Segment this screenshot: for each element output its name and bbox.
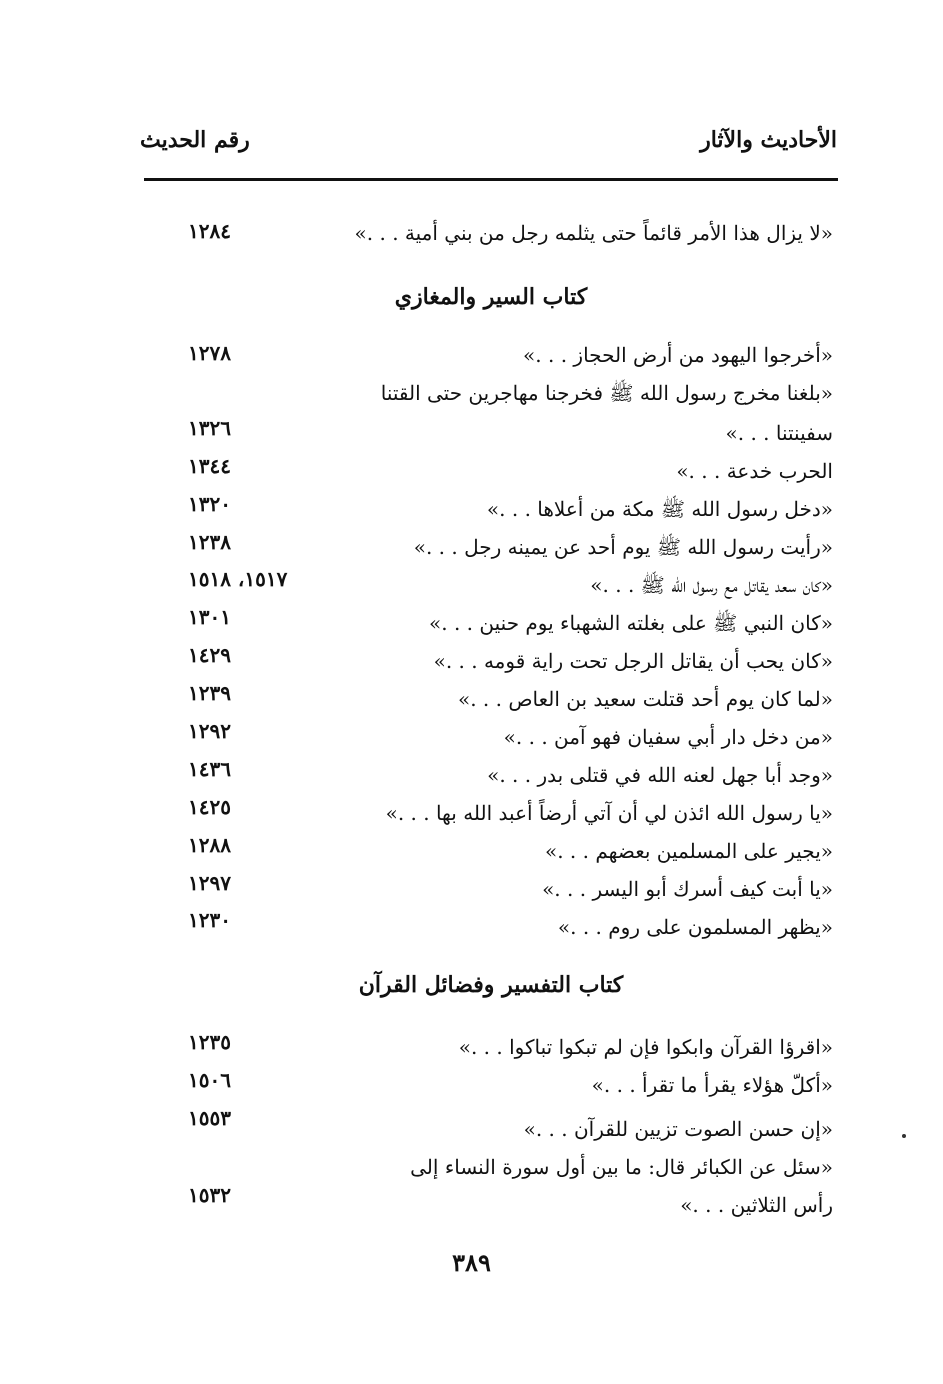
hadith-text: «وجد أبا جهل لعنه الله في قتلى بدر . . .»	[487, 763, 833, 787]
hadith-number: ١٣٢٠	[188, 492, 231, 516]
hadith-number: ١٢٧٨	[188, 341, 231, 365]
hadith-number: ١٢٣٠	[188, 908, 231, 932]
hadith-text: «كان سعد يقاتل مع رسول الله ﷺ . . .»	[590, 573, 833, 597]
section-title-siyar: كتاب السير والمغازي	[394, 284, 588, 310]
hadith-number: ١٢٩٧	[188, 871, 231, 895]
hadith-number: ١٣٢٦	[188, 416, 231, 440]
hadith-text: «إن حسن الصوت تزيين للقرآن . . .»	[523, 1117, 833, 1141]
hadith-text: «رأيت رسول الله ﷺ يوم أحد عن يمينه رجل . . .»	[413, 535, 833, 559]
hadith-number: ١٤٣٦	[188, 757, 231, 781]
hadith-number: ١٥٠٦	[188, 1068, 231, 1092]
hadith-text: «أكلّ هؤلاء يقرأ ما تقرأ . . .»	[591, 1073, 833, 1097]
hadith-text: «أخرجوا اليهود من أرض الحجاز . . .»	[523, 343, 833, 367]
hadith-number: ١٢٨٤	[188, 219, 231, 243]
hadith-number: ١٤٢٩	[188, 643, 231, 667]
hadith-number: ١٢٣٥	[188, 1030, 231, 1054]
hadith-text: الحرب خدعة . . .»	[676, 459, 833, 483]
hadith-number: ١٢٣٩	[188, 681, 231, 705]
hadith-text: سفينتنا . . .»	[725, 421, 833, 445]
hadith-number: ١٤٢٥	[188, 795, 231, 819]
hadith-number: ١٣٤٤	[188, 454, 231, 478]
hadith-number: ١٣٠١	[188, 605, 231, 629]
hadith-number: ١٥١٧، ١٥١٨	[188, 567, 288, 591]
hadith-text: «يظهر المسلمون على روم . . .»	[557, 915, 833, 939]
hadith-text: «دخل رسول الله ﷺ مكة من أعلاها . . .»	[486, 497, 833, 521]
column-heading-hadith: الأحاديث والآثار	[700, 127, 837, 153]
column-heading-number: رقم الحديث	[140, 127, 250, 153]
hadith-number: ١٢٩٢	[188, 719, 231, 743]
hadith-text: «بلغنا مخرج رسول الله ﷺ فخرجنا مهاجرين حتى القتنا	[380, 381, 833, 405]
hadith-number: ١٢٨٨	[188, 833, 231, 857]
hadith-text: «يا رسول الله ائذن لي أن آتي أرضاً أعبد الله بها . . .»	[385, 801, 833, 825]
hadith-text: «لما كان يوم أحد قتلت سعيد بن العاص . . .»	[457, 687, 833, 711]
hadith-number: ١٥٥٣	[188, 1106, 231, 1130]
hadith-text: «من دخل دار أبي سفيان فهو آمن . . .»	[503, 725, 833, 749]
hadith-text: رأس الثلاثين . . .»	[680, 1193, 833, 1217]
hadith-text: «لا يزال هذا الأمر قائماً حتى يثلمه رجل من بني أمية . . .»	[354, 221, 833, 245]
hadith-text: «يا أبت كيف أسرك أبو اليسر . . .»	[542, 877, 833, 901]
hadith-text: «اقرؤا القرآن وابكوا فإن لم تبكوا تباكوا . . .»	[458, 1035, 833, 1059]
header-divider	[144, 178, 838, 181]
hadith-text: «كان يحب أن يقاتل الرجل تحت راية قومه . . .»	[433, 649, 833, 673]
hadith-text: «كان النبي ﷺ على بغلته الشهباء يوم حنين . . .»	[429, 611, 833, 635]
hadith-number: ١٥٣٢	[188, 1183, 231, 1207]
section-title-tafsir: كتاب التفسير وفضائل القرآن	[358, 972, 624, 998]
stray-ink-dot	[902, 1134, 906, 1138]
hadith-number: ١٢٣٨	[188, 530, 231, 554]
page-number: ٣٨٩	[452, 1248, 491, 1277]
hadith-text: «سئل عن الكبائر قال: ما بين أول سورة النساء إلى	[410, 1155, 833, 1179]
hadith-text: «يجير على المسلمين بعضهم . . .»	[544, 839, 833, 863]
